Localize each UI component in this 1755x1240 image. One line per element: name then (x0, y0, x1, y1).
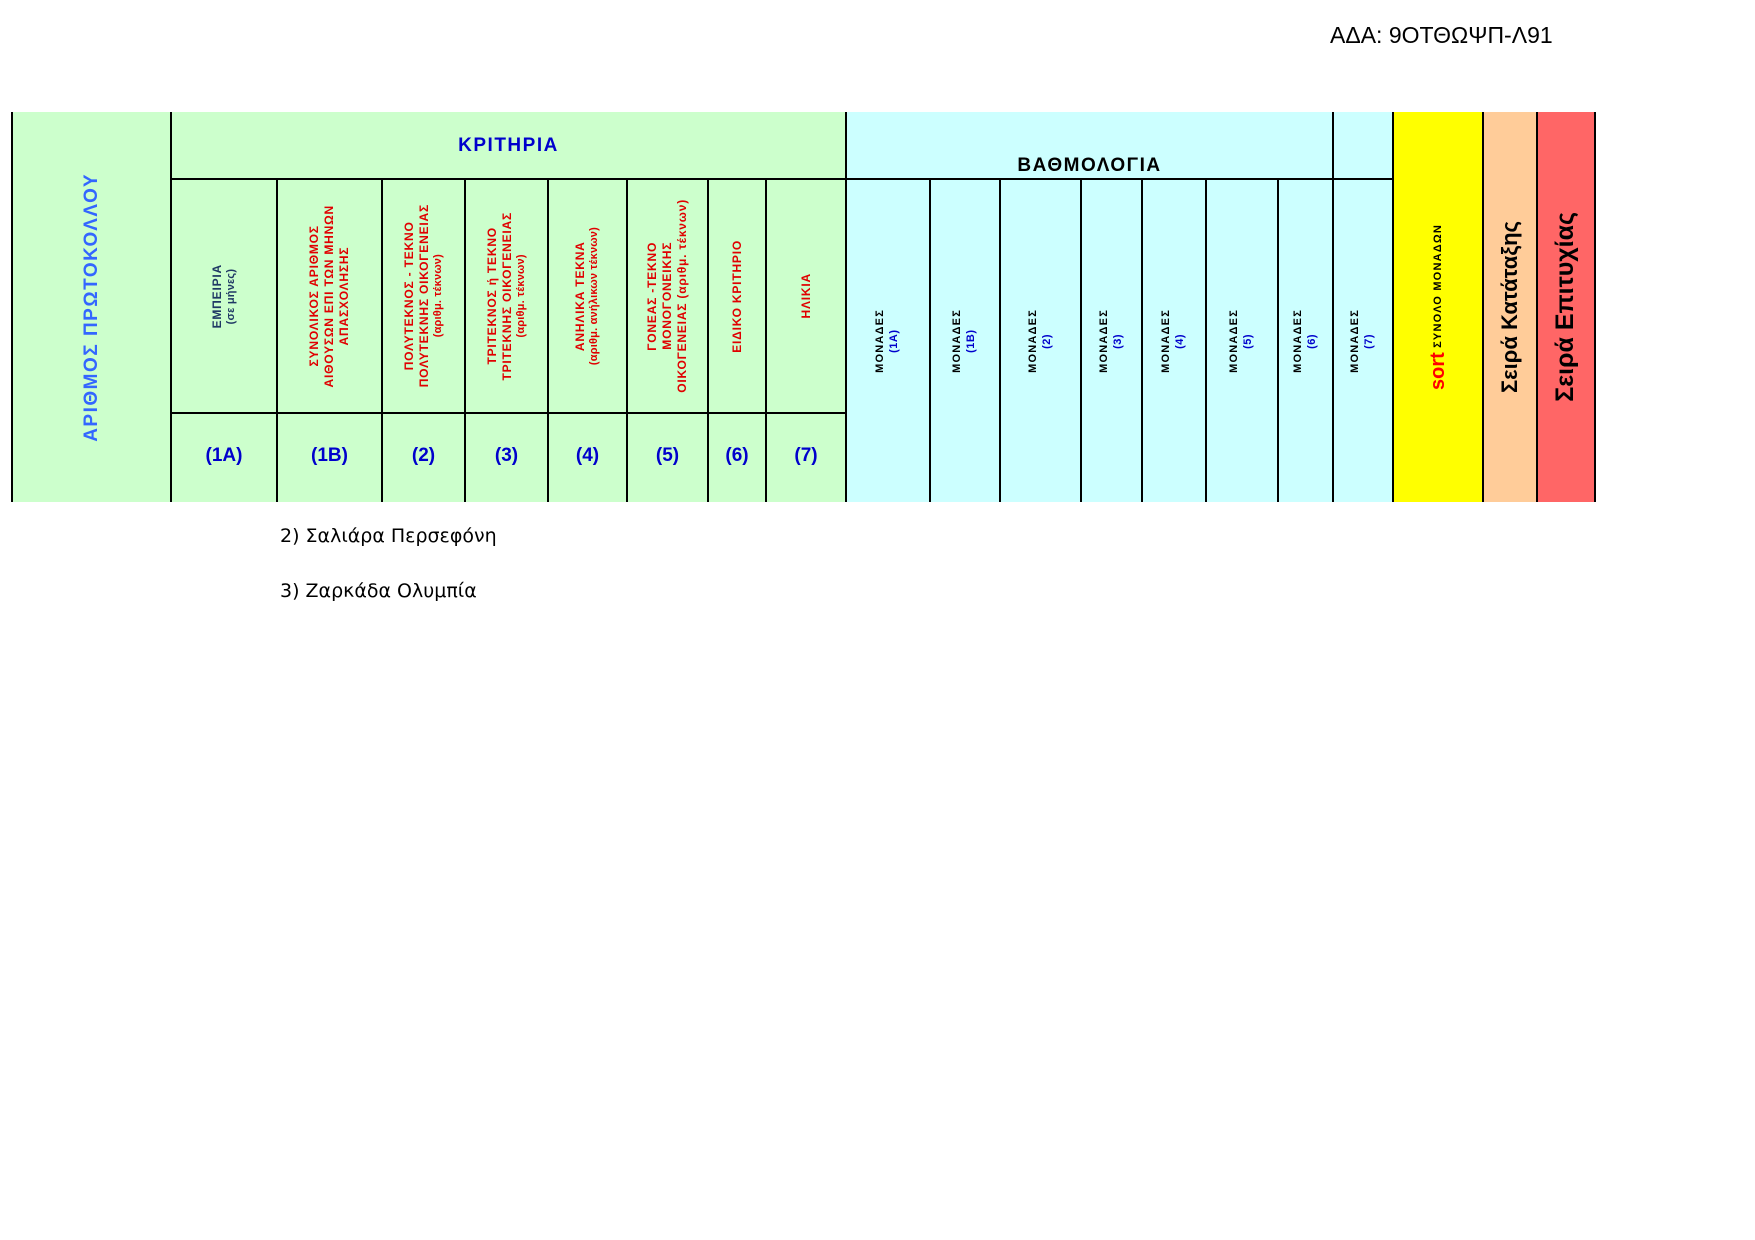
criterion-single-parent: ΓΟΝΕΑΣ -ΤΕΚΝΟ ΜΟΝΟΓΟΝΕΙΚΗΣ ΟΙΚΟΓΕΝΕΙΑΣ (αριθμ. τέκνων) (645, 199, 689, 393)
points-column-7: ΜΟΝΑΔΕΣ (7) (1349, 309, 1375, 373)
criterion-experience: ΕΜΠΕΙΡΙΑ (σε μήνες) (209, 263, 237, 329)
protocol-number-header: ΑΡΙΘΜΟΣ ΠΡΩΤΟΚΟΛΛΟΥ (80, 172, 102, 442)
committee-member: 3) Ζαρκάδα Ολυμπία (280, 580, 477, 602)
success-order-header: Σειρά Επιτυχίας (1551, 212, 1580, 402)
total-points-header: sort ΣΥΝΟΛΟ ΜΟΝΑΔΩΝ (1426, 224, 1449, 390)
criterion-code: (3) (494, 445, 519, 466)
points-column-3: ΜΟΝΑΔΕΣ (3) (1097, 309, 1124, 373)
criterion-code: (5) (655, 445, 680, 466)
ranking-order-header: Σειρά Κατάταξης (1497, 220, 1523, 394)
criterion-age: ΗΛΙΚΙΑ (798, 273, 813, 319)
criterion-code: (4) (575, 445, 600, 466)
points-column-1b: ΜΟΝΑΔΕΣ (1Β) (951, 309, 977, 373)
points-column-2: ΜΟΝΑΔΕΣ (2) (1026, 309, 1053, 373)
criterion-minor-children: ΑΝΗΛΙΚΑ ΤΕΚΝΑ (αριθμ. ανήλικων τέκνων) (573, 226, 601, 366)
criterion-code: (1Α) (205, 445, 243, 466)
criterion-code: (1Β) (311, 445, 348, 466)
committee-member: 2) Σαλιάρα Περσεφόνη (280, 525, 497, 547)
points-column-4: ΜΟΝΑΔΕΣ (4) (1160, 309, 1186, 373)
criterion-three-child-family: ΤΡΙΤΕΚΝΟΣ ή ΤΕΚΝΟ ΤΡΙΤΕΚΝΗΣ ΟΙΚΟΓΕΝΕΙΑΣ (αριθμ. τέκνων) (484, 211, 527, 381)
ada-code: ΑΔΑ: 9ΟΤΘΩΨΠ-Λ91 (1330, 22, 1553, 48)
points-column-6: ΜΟΝΑΔΕΣ (6) (1291, 309, 1318, 373)
criterion-total-classrooms: ΣΥΝΟΛΙΚΟΣ ΑΡΙΘΜΟΣ ΑΙΘΟΥΣΩΝ ΕΠΙ ΤΩΝ ΜΗΝΩΝ ΑΠΑΣΧΟΛΗΣΗΣ (307, 204, 351, 388)
points-column-1a: ΜΟΝΑΔΕΣ (1Α) (874, 309, 900, 373)
criterion-large-family: ΠΟΛΥΤΕΚΝΟΣ - ΤΕΚΝΟ ΠΟΛΥΤΕΚΝΗΣ ΟΙΚΟΓΕΝΕΙΑΣ (αριθμ. τέκνων) (401, 204, 444, 388)
grading-header: ΒΑΘΜΟΛΟΓΙΑ (1017, 155, 1162, 176)
criteria-header: ΚΡΙΤΗΡΙΑ (458, 135, 559, 156)
criterion-code: (7) (794, 445, 818, 466)
criterion-special: ΕΙΔΙΚΟ ΚΡΙΤΗΡΙΟ (729, 239, 744, 353)
criterion-code: (6) (725, 445, 749, 466)
points-column-5: ΜΟΝΑΔΕΣ (5) (1228, 309, 1254, 373)
criterion-code: (2) (411, 445, 436, 466)
